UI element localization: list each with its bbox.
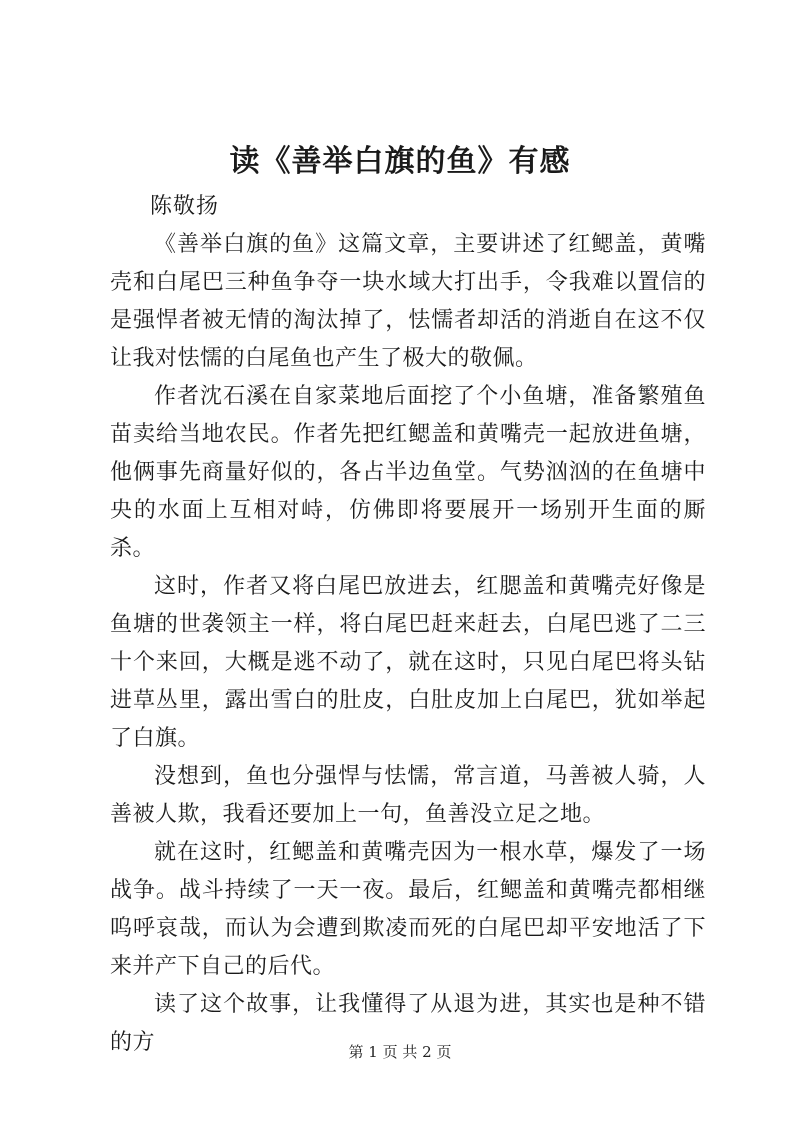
paragraph: 作者沈石溪在自家菜地后面挖了个小鱼塘，准备繁殖鱼苗卖给当地农民。作者先把红鳃盖和黄嘴壳一起放进鱼塘，他俩事先商量好似的，各占半边鱼堂。气势汹汹的在鱼塘中央的水面上互相对峙，仿佛即将要展开一场别开生面的厮杀。 (110, 384, 706, 561)
page-footer: 第 1 页 共 2 页 (348, 1043, 452, 1061)
paragraph: 《善举白旗的鱼》这篇文章，主要讲述了红鳃盖，黄嘴壳和白尾巴三种鱼争夺一块水域大打出手，令我难以置信的是强悍者被无情的淘汰掉了，怯懦者却活的消逝自在这不仅让我对怯懦的白尾鱼也产生了极大的敬佩。 (110, 232, 706, 371)
document-title: 读《善举白旗的鱼》有感 (229, 144, 571, 179)
paragraph: 读了这个故事，让我懂得了从退为进，其实也是种不错的方 (110, 992, 706, 1055)
document-body (110, 226, 706, 1062)
paragraph: 这时，作者又将白尾巴放进去，红腮盖和黄嘴壳好像是鱼塘的世袭领主一样，将白尾巴赶来赶去，白尾巴逃了二三十个来回，大概是逃不动了，就在这时，只见白尾巴将头钻进草丛里，露出雪白的肚皮，白肚皮加上白尾巴，犹如举起了白旗。 (110, 574, 706, 751)
author-name: 陈敬扬 (150, 194, 220, 219)
paragraph: 没想到，鱼也分强悍与怯懦，常言道，马善被人骑，人善被人欺，我看还要加上一句，鱼善没立足之地。 (110, 764, 706, 827)
paragraph: 就在这时，红鳃盖和黄嘴壳因为一根水草，爆发了一场战争。战斗持续了一天一夜。最后，红鳃盖和黄嘴壳都相继呜呼哀哉，而认为会遭到欺凌而死的白尾巴却平安地活了下来并产下自己的后代。 (110, 840, 706, 979)
